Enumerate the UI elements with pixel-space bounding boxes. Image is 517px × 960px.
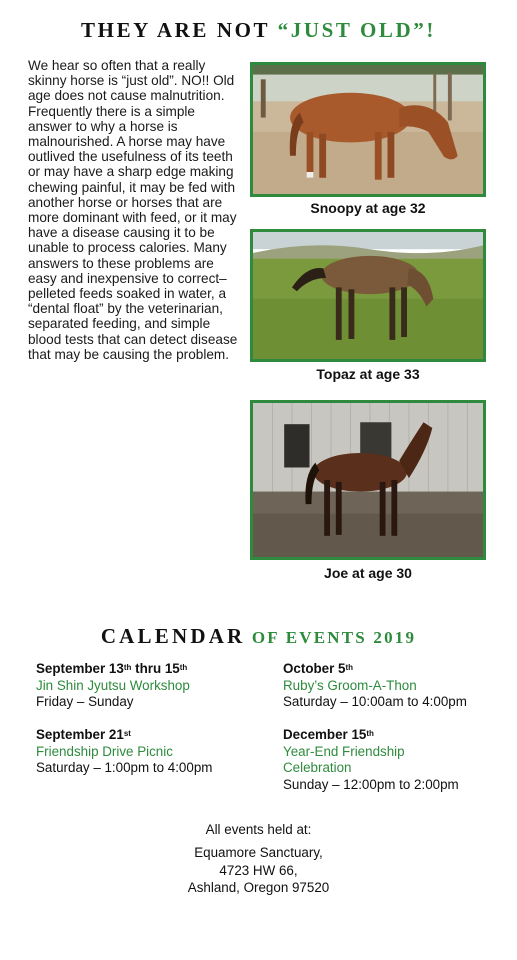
event-year-end <box>283 727 459 793</box>
page-title <box>0 18 517 43</box>
event-date <box>36 727 212 744</box>
photo-topaz <box>250 229 486 362</box>
article-body: We hear so often that a really skinny horse is “just old”. NO!! Old age does not cause malnutrition. Frequently there is a simple answer to why a horse is malnourished. A horse may have outlived the usefulness of its teeth or may have a sharp edge making chewing painful, it may be fed with another horse or horses that are more dominant with feed, or it may have a disease causing it to be unable to process calories. Many answers to these problems are easy and inexpensive to correct– pelleted feeds soaked in water, a “dental float” by the veterinarian, separated feeding, and simple blood tests that can detect disease that may be causing the problem. <box>28 58 238 362</box>
venue-intro: All events held at: <box>205 822 312 837</box>
venue-city: Ashland, Oregon 97520 <box>187 880 330 896</box>
event-name: Year-End Friendship <box>283 743 405 759</box>
title-part-2: “JUST OLD”! <box>277 18 436 42</box>
event-friendship-drive <box>36 727 212 777</box>
venue-street: 4723 HW 66, <box>219 862 298 878</box>
event-date-text: thru 15 <box>131 661 180 676</box>
caption-joe: Joe at age 30 <box>324 565 412 581</box>
event-date-suffix: th <box>179 663 188 672</box>
event-jin-shin <box>36 661 190 711</box>
event-date-suffix: th <box>345 663 354 672</box>
event-date-text: September 13 <box>36 661 124 676</box>
event-groom-a-thon <box>283 661 467 711</box>
event-date-suffix: th <box>123 663 132 672</box>
horse-photo-joe <box>253 403 483 557</box>
event-date-text: October 5 <box>283 661 346 676</box>
caption-snoopy: Snoopy at age 32 <box>310 200 426 216</box>
caption-topaz: Topaz at age 33 <box>316 366 420 382</box>
event-date-suffix: st <box>123 729 131 738</box>
calendar-title-part-2: OF EVENTS 2019 <box>245 628 417 647</box>
event-name: Celebration <box>283 760 352 776</box>
photo-snoopy <box>250 62 486 197</box>
horse-photo-snoopy <box>253 65 483 194</box>
horse-photo-topaz <box>253 232 483 359</box>
event-name: Friendship Drive Picnic <box>36 743 173 759</box>
venue-name: Equamore Sanctuary, <box>194 845 323 861</box>
event-name: Ruby’s Groom-A-Thon <box>283 677 417 693</box>
event-date <box>283 661 467 678</box>
event-name: Jin Shin Jyutsu Workshop <box>36 677 190 693</box>
event-time: Sunday – 12:00pm to 2:00pm <box>283 776 459 792</box>
event-time: Saturday – 1:00pm to 4:00pm <box>36 760 213 776</box>
title-part-1: THEY ARE NOT <box>81 18 278 42</box>
event-date <box>36 661 190 678</box>
event-date <box>283 727 459 744</box>
calendar-title <box>0 624 517 649</box>
event-time: Friday – Sunday <box>36 694 134 710</box>
event-time: Saturday – 10:00am to 4:00pm <box>283 694 467 710</box>
event-date-text: September 21 <box>36 727 124 742</box>
photo-joe <box>250 400 486 560</box>
calendar-title-part-1: CALENDAR <box>100 624 246 648</box>
event-date-suffix: th <box>366 729 374 738</box>
event-date-text: December 15 <box>283 727 367 742</box>
venue-info <box>0 821 517 897</box>
